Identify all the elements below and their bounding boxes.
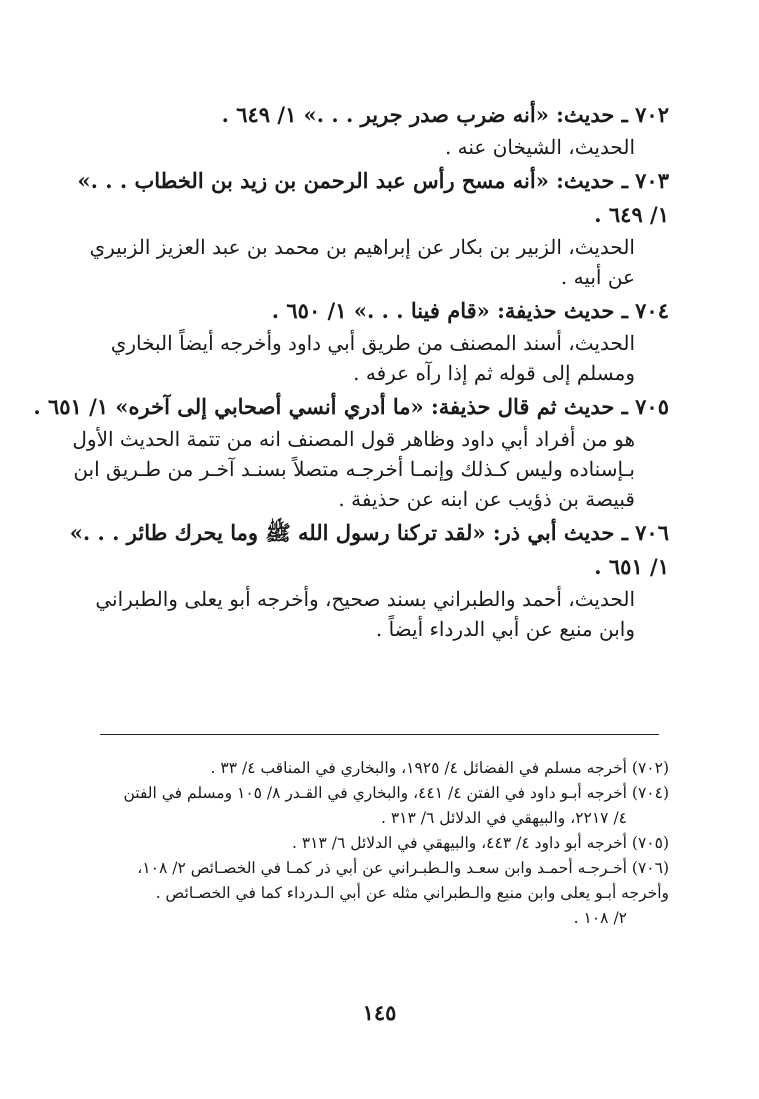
body-line: وابن منيع عن أبي الدرداء أيضاً .	[375, 617, 635, 641]
entry-heading-continuation: ١/ ٦٥١ .	[594, 554, 669, 579]
entry-body	[94, 584, 669, 644]
body-line: عن أبيه .	[560, 265, 635, 289]
footnote-line: وأخرجه أبـو يعلى وابن منيع والـطبراني مثله عن أبي الـدرداء كما في الخصـائص .	[155, 884, 669, 902]
body-line: بـإسناده وليس كـذلك وإنمـا أخرجـه متصلاً بسنـد آخـر من طـريق ابن	[73, 457, 635, 481]
entry-705	[33, 390, 669, 514]
entry-706	[69, 516, 669, 644]
body-line: الحديث، أسند المصنف من طريق أبي داود وأخرجه أيضاً البخاري	[110, 331, 635, 355]
footnote-line: (٧٠٦) أخـرجـه أحمـد وابن سعـد والـطبـراني عن أبي ذر كمـا في الخصـائص ٢/ ١٠٨،	[137, 859, 669, 877]
entry-heading-continuation: ١/ ٦٤٩ .	[594, 202, 669, 227]
entry-704	[94, 294, 669, 388]
entry-body	[72, 424, 669, 514]
body-line: قبيصة بن ذؤيب عن ابنه عن حذيفة .	[338, 487, 635, 511]
body-line: هو من أفراد أبي داود وظاهر قول المصنف انه من تتمة الحديث الأول	[72, 427, 635, 451]
entry-heading: ٧٠٤ ـ حديث حذيفة: «قام فينا . . .» ١/ ٦٥٠ .	[271, 298, 669, 323]
body-line: الحديث، الزبير بن بكار عن إبراهيم بن محمد بن عبد العزيز الزبيري	[89, 235, 635, 259]
footnotes	[94, 756, 669, 931]
body-line: الحديث، الشيخان عنه .	[444, 135, 635, 159]
footnote-line: (٧٠٢) أخرجه مسلم في الفضائل ٤/ ١٩٢٥، والبخاري في المناقب ٤/ ٣٣ .	[210, 759, 669, 777]
footnote-line: (٧٠٥) أخرجه أبو داود ٤/ ٤٤٣، والبيهقي في الدلائل ٦/ ٣١٣ .	[291, 834, 669, 852]
entry-703	[77, 164, 669, 292]
page-number: ١٤٥	[362, 1000, 397, 1025]
entry-heading: ٧٠٢ ـ حديث: «أنه ضرب صدر جرير . . .» ١/ ٦٤٩ .	[221, 102, 669, 127]
entry-heading: ٧٠٣ ـ حديث: «أنه مسح رأس عبد الرحمن بن زيد بن الخطاب . . .»	[77, 168, 669, 193]
footnote-line: ٤/ ٢٢١٧، والبيهقي في الدلائل ٦/ ٣١٣ .	[381, 809, 627, 827]
footnote-line: ٢/ ١٠٨ .	[573, 909, 627, 927]
entry-body	[89, 232, 669, 292]
entry-heading: ٧٠٦ ـ حديث أبي ذر: «لقد تركنا رسول الله ﷺ وما يحرك طائر . . .»	[69, 520, 669, 545]
footnote-divider	[100, 734, 659, 735]
body-line: الحديث، أحمد والطبراني بسند صحيح، وأخرجه أبو يعلى والطبراني	[95, 587, 635, 611]
footnote-line: (٧٠٤) أخرجه أبـو داود في الفتن ٤/ ٤٤١، والبخاري في القـدر ٨/ ١٠٥ ومسلم في الفتن	[123, 784, 669, 802]
body-line: ومسلم إلى قوله ثم إذا رآه عرفه .	[353, 361, 635, 385]
entry-body	[94, 132, 669, 162]
main-text	[33, 98, 669, 646]
entry-702	[94, 98, 669, 162]
entry-heading: ٧٠٥ ـ حديث ثم قال حذيفة: «ما أدري أنسي أصحابي إلى آخره» ١/ ٦٥١ .	[33, 394, 669, 419]
entry-body	[94, 328, 669, 388]
